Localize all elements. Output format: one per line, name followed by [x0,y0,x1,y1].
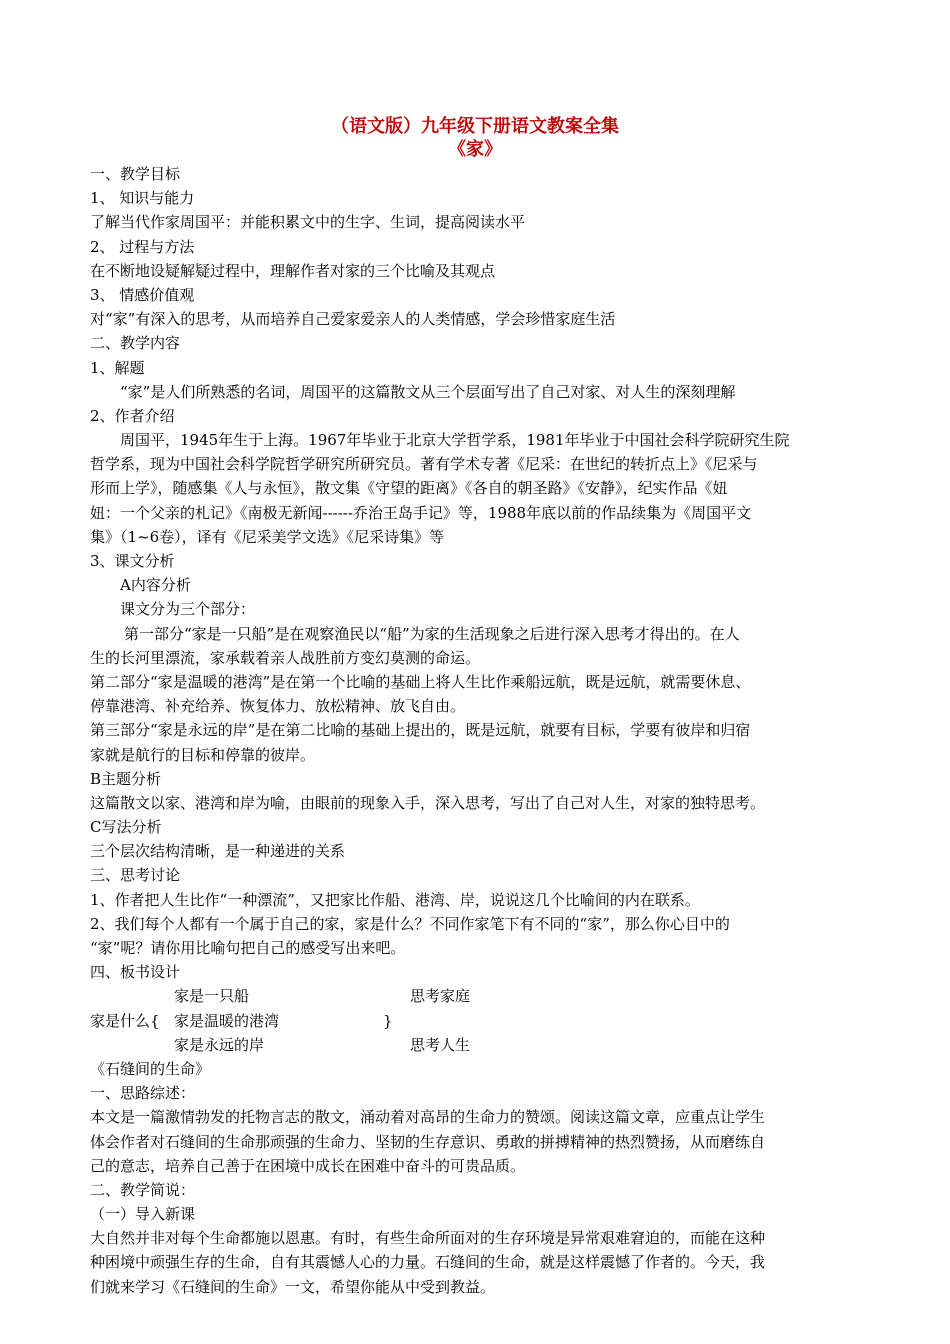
text-line: 二、教学内容 [90,334,181,353]
text-line: 在不断地设疑解疑过程中，理解作者对家的三个比喻及其观点 [90,261,496,280]
text-line: 《石缝间的生命》 [90,1059,211,1078]
board-right-2: 思考人生 [410,1035,471,1054]
board-left-label: 家是什么{ [90,1011,160,1030]
text-line: 体会作者对石缝间的生命那顽强的生命力、坚韧的生存意识、勇敢的拼搏精神的热烈赞扬，从而磨练自 [90,1132,766,1151]
text-line: 己的意志，培养自己善于在困境中成长在困难中奋斗的可贵品质。 [90,1156,526,1175]
text-line: 1、 知识与能力 [90,189,195,208]
board-brace: } [383,1011,393,1030]
text-line: 了解当代作家周国平：并能积累文中的生字、生词，提高阅读水平 [90,213,526,232]
board-item-1: 家是一只船 [174,987,250,1006]
text-line: 种困境中顽强生存的生命，自有其震憾人心的力量。石缝间的生命，就是这样震憾了作者的。今天，我 [90,1253,766,1272]
board-design [90,984,865,1057]
text-line: 集》（1~6卷），译有《尼采美学文选》《尼采诗集》等 [90,527,445,546]
text-line: “家”是人们所熟悉的名词，周国平的这篇散文从三个层面写出了自己对家、对人生的深刻理解 [120,382,736,401]
text-line: 四、板书设计 [90,963,181,982]
text-line: 形而上学》，随感集《人与永恒》，散文集《守望的距离》《各自的朝圣路》《安静》，纪实作品《妞 [90,479,728,498]
text-line: 家就是航行的目标和停靠的彼岸。 [90,745,316,764]
text-line: 2、作者介绍 [90,406,175,425]
text-block-1 [90,162,865,984]
text-line: 第一部分“家是一只船”是在观察渔民以“船”为家的生活现象之后进行深入思考才得出的。在人 [124,624,740,643]
text-line: 第三部分“家是永远的岸”是在第二比喻的基础上提出的，既是远航，就要有目标，学要有彼岸和归宿 [90,721,751,740]
text-line: （一）导入新课 [90,1205,196,1224]
text-line: 妞：一个父亲的札记》《南极无新闻------乔治王岛手记》等，1988年底以前的作品续集为《周国平文 [90,503,752,522]
document-body [90,162,865,1299]
text-line: B主题分析 [90,769,162,788]
text-line: 课文分为三个部分： [120,600,256,619]
board-right-1: 思考家庭 [410,987,471,1006]
text-line: 一、教学目标 [90,165,181,183]
text-block-2 [90,1057,865,1299]
text-line: 第二部分“家是温暖的港湾”是在第一个比喻的基础上将人生比作乘船远航，既是远航，就需要休息、 [90,672,751,691]
text-line: 们就来学习《石缝间的生命》一文，希望你能从中受到教益。 [90,1277,496,1296]
text-line: 周国平，1945年生于上海。1967年毕业于北京大学哲学系，1981年毕业于中国社会科学院研究生院 [120,431,790,450]
document-subtitle: 《家》 [448,139,502,160]
text-line: 3、课文分析 [90,552,175,570]
text-line: C写法分析 [90,818,162,837]
text-line: 本文是一篇激情勃发的托物言志的散文，涌动着对高昂的生命力的赞颂。阅读这篇文章，应重点让学生 [90,1108,766,1127]
text-line: 哲学系，现为中国社会科学院哲学研究所研究员。著有学术专著《尼采：在世纪的转折点上》《尼采与 [90,455,758,474]
text-line: 一、思路综述： [90,1084,196,1103]
text-line: 大自然并非对每个生命都施以恩惠。有时，有些生命所面对的生存环境是异常艰难窘迫的，而能在这种 [90,1229,766,1248]
text-line: “家”呢？请你用比喻句把自己的感受写出来吧。 [90,939,406,957]
text-line: 1、作者把人生比作“一种漂流”，又把家比作船、港湾、岸，说说这几个比喻间的内在联系。 [90,890,700,909]
text-line: 对“家”有深入的思考，从而培养自己爱家爱亲人的人类情感，学会珍惜家庭生活 [90,310,616,329]
text-line: 这篇散文以家、港湾和岸为喻，由眼前的现象入手，深入思考，写出了自己对人生，对家的独特思考。 [90,793,766,812]
text-line: 生的长河里漂流，家承载着亲人战胜前方变幻莫测的命运。 [90,648,481,667]
text-line: 1、解题 [90,358,145,377]
board-item-2: 家是温暖的港湾 [174,1011,280,1030]
text-line: 3、 情感价值观 [90,285,195,304]
text-line: 2、 过程与方法 [90,237,195,256]
text-line: 停靠港湾、补充给养、恢复体力、放松精神、放飞自由。 [90,697,466,716]
board-item-3: 家是永远的岸 [174,1035,265,1054]
text-line: 二、教学简说： [90,1180,196,1199]
text-line: 三个层次结构清晰，是一种递进的关系 [90,842,346,861]
text-line: 三、思考讨论 [90,866,181,885]
document-title: （语文版）九年级下册语文教案全集 [331,116,619,137]
text-line: A内容分析 [120,576,191,595]
text-line: 2、我们每个人都有一个属于自己的家，家是什么？不同作家笔下有不同的“家”，那么你心目中的 [90,914,730,933]
